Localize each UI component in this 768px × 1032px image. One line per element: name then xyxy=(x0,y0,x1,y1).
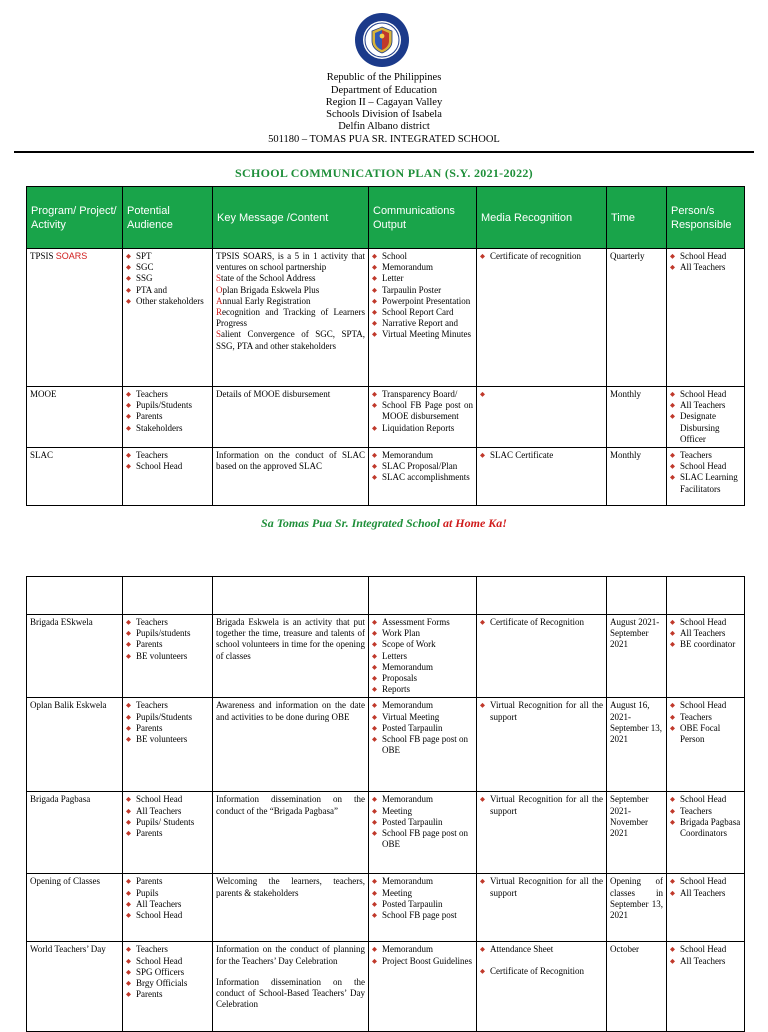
list-item: ◆ Parents xyxy=(126,723,209,734)
header-republic: Republic of the Philippines xyxy=(326,72,442,83)
list-item: ◆ Proposals xyxy=(372,673,473,684)
list-item: ◆ Work Plan xyxy=(372,628,473,639)
list-item: ◆ Project Boost Guidelines xyxy=(372,956,473,967)
list-item: ◆ Teachers xyxy=(126,617,209,628)
soars-highlight: SOARS xyxy=(55,251,88,261)
list-item: ◆ Parents xyxy=(126,411,209,422)
list-item: ◆ All Teachers xyxy=(126,899,209,910)
list-item: ◆ SGC xyxy=(126,262,209,273)
header-district: Delfin Albano district xyxy=(338,121,430,132)
list-item: ◆ School Head xyxy=(670,617,741,628)
time-cell: Quarterly xyxy=(607,249,667,387)
key-message-cell: Information on the conduct of SLAC based on the approved SLAC xyxy=(213,448,369,506)
list-item: ◆ All Teachers xyxy=(670,400,741,411)
list-item: ◆ Certificate of Recognition xyxy=(480,966,603,977)
list-item: ◆ Pupils/ Students xyxy=(126,817,209,828)
list-item: ◆ Brigada Pagbasa Coordinators xyxy=(670,817,741,839)
list-item: ◆ Assessment Forms xyxy=(372,617,473,628)
list-item: ◆ School FB page post xyxy=(372,910,473,921)
list-item: ◆ Memorandum xyxy=(372,944,473,955)
list-item: ◆ BE volunteers xyxy=(126,651,209,662)
list-item: ◆ SPG Officers xyxy=(126,967,209,978)
list-item: ◆ Tarpaulin Poster xyxy=(372,285,473,296)
output-cell xyxy=(369,698,477,792)
col-header-key-message: Key Message /Content xyxy=(213,187,369,249)
list-item: ◆ Posted Tarpaulin xyxy=(372,817,473,828)
persons-cell xyxy=(667,942,745,1032)
media-cell xyxy=(477,942,607,1032)
list-item: ◆ Narrative Report and xyxy=(372,318,473,329)
table-row xyxy=(27,942,745,1032)
col-header-program: Program/ Project/ Activity xyxy=(27,187,123,249)
time-cell: Opening of classes in September 13, 2021 xyxy=(607,874,667,942)
communication-plan-table-continued xyxy=(26,576,745,1032)
acronym-line: Oplan Brigada Eskwela Plus xyxy=(216,284,320,295)
media-cell xyxy=(477,387,607,448)
list-item: ◆ Memorandum xyxy=(372,450,473,461)
acronym-line: Recognition and Tracking of Learners Progress xyxy=(216,307,365,329)
list-item: ◆ Reports xyxy=(372,684,473,695)
media-cell xyxy=(477,249,607,387)
list-item: ◆ Parents xyxy=(126,876,209,887)
header-department: Department of Education xyxy=(330,85,438,96)
list-item: ◆ SLAC Proposal/Plan xyxy=(372,461,473,472)
header-region: Region II – Cagayan Valley xyxy=(325,97,443,108)
list-item: ◆ School Report Card xyxy=(372,307,473,318)
list-item: ◆ Teachers xyxy=(670,712,741,723)
time-cell: October xyxy=(607,942,667,1032)
list-item: ◆ Virtual Recognition for all the support xyxy=(480,700,603,722)
list-item: ◆ Posted Tarpaulin xyxy=(372,899,473,910)
list-item: ◆ BE coordinator xyxy=(670,639,741,650)
list-item: ◆ Teachers xyxy=(126,944,209,955)
table-row xyxy=(27,615,745,698)
list-item: ◆ BE volunteers xyxy=(126,734,209,745)
list-item: ◆ Letters xyxy=(372,651,473,662)
list-item: ◆ Pupils/Students xyxy=(126,712,209,723)
list-item: ◆ School Head xyxy=(670,461,741,472)
list-item: ◆ Virtual Recognition for all the support xyxy=(480,794,603,816)
time-cell: September 2021-November 2021 xyxy=(607,792,667,874)
list-item: ◆ School Head xyxy=(670,794,741,805)
list-item: ◆ Memorandum xyxy=(372,794,473,805)
list-item: ◆ School Head xyxy=(670,876,741,887)
list-item: ◆ All Teachers xyxy=(670,888,741,899)
list-item: ◆ School FB Page post on MOOE disbursement xyxy=(372,400,473,422)
table-row xyxy=(27,698,745,792)
persons-cell xyxy=(667,249,745,387)
output-cell xyxy=(369,249,477,387)
output-cell xyxy=(369,387,477,448)
key-message-cell: Welcoming the learners, teachers, parents & stakeholders xyxy=(213,874,369,942)
list-item: ◆ All Teachers xyxy=(126,806,209,817)
audience-cell xyxy=(123,792,213,874)
media-cell xyxy=(477,874,607,942)
header-divider xyxy=(14,151,754,153)
list-item: ◆ Posted Tarpaulin xyxy=(372,723,473,734)
list-item: ◆ Meeting xyxy=(372,806,473,817)
media-cell xyxy=(477,792,607,874)
program-cell: Oplan Balik Eskwela xyxy=(27,698,123,792)
col-header-media: Media Recognition xyxy=(477,187,607,249)
audience-cell xyxy=(123,249,213,387)
list-item: ◆ Virtual Meeting Minutes xyxy=(372,329,473,340)
audience-cell xyxy=(123,942,213,1032)
audience-cell xyxy=(123,615,213,698)
list-item: ◆ Powerpoint Presentation xyxy=(372,296,473,307)
media-cell xyxy=(477,698,607,792)
list-item: ◆ Teachers xyxy=(126,450,209,461)
table-row xyxy=(27,792,745,874)
deped-seal-logo xyxy=(354,12,410,68)
media-cell xyxy=(477,615,607,698)
key-message-cell: Information on the conduct of planning for the Teachers’ Day Celebration Information dissemination on the conduct of School-Based Teachers’ Day Celebration xyxy=(213,942,369,1032)
program-cell: Brigada Pagbasa xyxy=(27,792,123,874)
list-item: ◆ Designate Disbursing Officer xyxy=(670,411,741,445)
list-item: ◆ School xyxy=(372,251,473,262)
output-cell xyxy=(369,792,477,874)
list-item: ◆ Pupils/Students xyxy=(126,400,209,411)
key-message-cell: Details of MOOE disbursement xyxy=(213,387,369,448)
list-item: ◆ Parents xyxy=(126,989,209,1000)
plan-title: SCHOOL COMMUNICATION PLAN (S.Y. 2021-2022) xyxy=(235,166,533,180)
audience-cell xyxy=(123,448,213,506)
list-item: ◆ Teachers xyxy=(670,450,741,461)
list-item: ◆ SLAC Certificate xyxy=(480,450,603,461)
persons-cell xyxy=(667,387,745,448)
program-cell: Brigada ESkwela xyxy=(27,615,123,698)
list-item: ◆ Memorandum xyxy=(372,262,473,273)
list-item: ◆ Teachers xyxy=(126,389,209,400)
audience-cell xyxy=(123,698,213,792)
persons-cell xyxy=(667,874,745,942)
output-cell xyxy=(369,874,477,942)
list-item: ◆ SPT xyxy=(126,251,209,262)
communication-plan-table xyxy=(26,186,745,506)
persons-cell xyxy=(667,792,745,874)
audience-cell xyxy=(123,387,213,448)
list-item: ◆ Memorandum xyxy=(372,700,473,711)
key-message-cell: Brigada Eskwela is an activity that put together the time, treasure and talents of school volunteers in time for the opening of classes xyxy=(213,615,369,698)
persons-cell xyxy=(667,698,745,792)
list-item: ◆ OBE Focal Person xyxy=(670,723,741,745)
program-cell: MOOE xyxy=(27,387,123,448)
time-cell: August 2021-September 2021 xyxy=(607,615,667,698)
list-item: ◆ School Head xyxy=(670,700,741,711)
list-item: ◆ Parents xyxy=(126,828,209,839)
program-cell: SLAC xyxy=(27,448,123,506)
list-item: ◆ SLAC accomplishments xyxy=(372,472,473,483)
media-cell xyxy=(477,448,607,506)
persons-cell xyxy=(667,615,745,698)
key-message-cell: Awareness and information on the date and activities to be done during OBE xyxy=(213,698,369,792)
key-message-cell: TPSIS SOARS, is a 5 in 1 activity that ventures on school partnership State of the School Address Oplan Brigada Eskwela Plus Annual Early Registration Recognition and Tracking of Learners Progress Salient Convergence of SGC, SPTA, SSG, PTA and other stakeholders xyxy=(213,249,369,387)
col-header-audience: Potential Audience xyxy=(123,187,213,249)
list-item: ◆ Attendance Sheet xyxy=(480,944,603,955)
list-item: ◆ Transparency Board/ xyxy=(372,389,473,400)
program-cell: Opening of Classes xyxy=(27,874,123,942)
list-item: ◆ Virtual Recognition for all the support xyxy=(480,876,603,898)
list-item: ◆ School Head xyxy=(126,794,209,805)
list-item: ◆ Liquidation Reports xyxy=(372,423,473,434)
table-header-row xyxy=(27,187,745,249)
list-item: ◆ School Head xyxy=(670,944,741,955)
list-item: ◆ All Teachers xyxy=(670,956,741,967)
list-item: ◆ Parents xyxy=(126,639,209,650)
list-item: ◆ All Teachers xyxy=(670,628,741,639)
header-school-name: 501180 – TOMAS PUA SR. INTEGRATED SCHOOL xyxy=(268,134,500,145)
time-cell: Monthly xyxy=(607,448,667,506)
list-item: ◆ PTA and xyxy=(126,285,209,296)
list-item: ◆ Certificate of recognition xyxy=(480,251,603,262)
persons-cell xyxy=(667,448,745,506)
list-item: ◆ School Head xyxy=(126,461,209,472)
table-row xyxy=(27,387,745,448)
list-item: ◆ All Teachers xyxy=(670,262,741,273)
output-cell xyxy=(369,615,477,698)
list-item: ◆ School Head xyxy=(126,910,209,921)
list-item: ◆ SSG xyxy=(126,273,209,284)
list-item: ◆ Pupils xyxy=(126,888,209,899)
program-cell: TPSIS SOARS xyxy=(27,249,123,387)
list-item: ◆ Brgy Officials xyxy=(126,978,209,989)
list-item: ◆ School FB page post on OBE xyxy=(372,828,473,850)
table-row xyxy=(27,874,745,942)
col-header-time: Time xyxy=(607,187,667,249)
col-header-persons: Person/s Responsible xyxy=(667,187,745,249)
school-tagline: Sa Tomas Pua Sr. Integrated School at Home Ka! xyxy=(261,516,507,530)
program-cell: World Teachers’ Day xyxy=(27,942,123,1032)
table-row xyxy=(27,448,745,506)
list-item: ◆ Teachers xyxy=(126,700,209,711)
list-item: ◆ Meeting xyxy=(372,888,473,899)
list-item: ◆ Other stakeholders xyxy=(126,296,209,307)
list-item: ◆ SLAC Learning Facilitators xyxy=(670,472,741,494)
list-item: ◆ Scope of Work xyxy=(372,639,473,650)
list-item: ◆ School FB page post on OBE xyxy=(372,734,473,756)
key-message-cell: Information dissemination on the conduct of the “Brigada Pagbasa” xyxy=(213,792,369,874)
table-row xyxy=(27,249,745,387)
header-division: Schools Division of Isabela xyxy=(326,109,442,120)
output-cell xyxy=(369,448,477,506)
list-item: ◆ Memorandum xyxy=(372,876,473,887)
time-cell: August 16, 2021-September 13, 2021 xyxy=(607,698,667,792)
output-cell xyxy=(369,942,477,1032)
acronym-line: State of the School Address xyxy=(216,273,316,284)
list-item: ◆ School Head xyxy=(126,956,209,967)
list-item: ◆ Stakeholders xyxy=(126,423,209,434)
acronym-line: Annual Early Registration xyxy=(216,295,311,306)
empty-header-row xyxy=(27,577,745,615)
col-header-output: Communications Output xyxy=(369,187,477,249)
audience-cell xyxy=(123,874,213,942)
acronym-line: Salient Convergence of SGC, SPTA, SSG, PTA and other stakeholders xyxy=(216,329,365,351)
list-item: ◆ School Head xyxy=(670,389,741,400)
list-item: ◆ Certificate of Recognition xyxy=(480,617,603,628)
list-item: ◆ Virtual Meeting xyxy=(372,712,473,723)
list-item: ◆ School Head xyxy=(670,251,741,262)
list-item: ◆ Memorandum xyxy=(372,662,473,673)
list-item: ◆ Letter xyxy=(372,273,473,284)
list-item: ◆ Pupils/students xyxy=(126,628,209,639)
time-cell: Monthly xyxy=(607,387,667,448)
list-item: ◆ Teachers xyxy=(670,806,741,817)
